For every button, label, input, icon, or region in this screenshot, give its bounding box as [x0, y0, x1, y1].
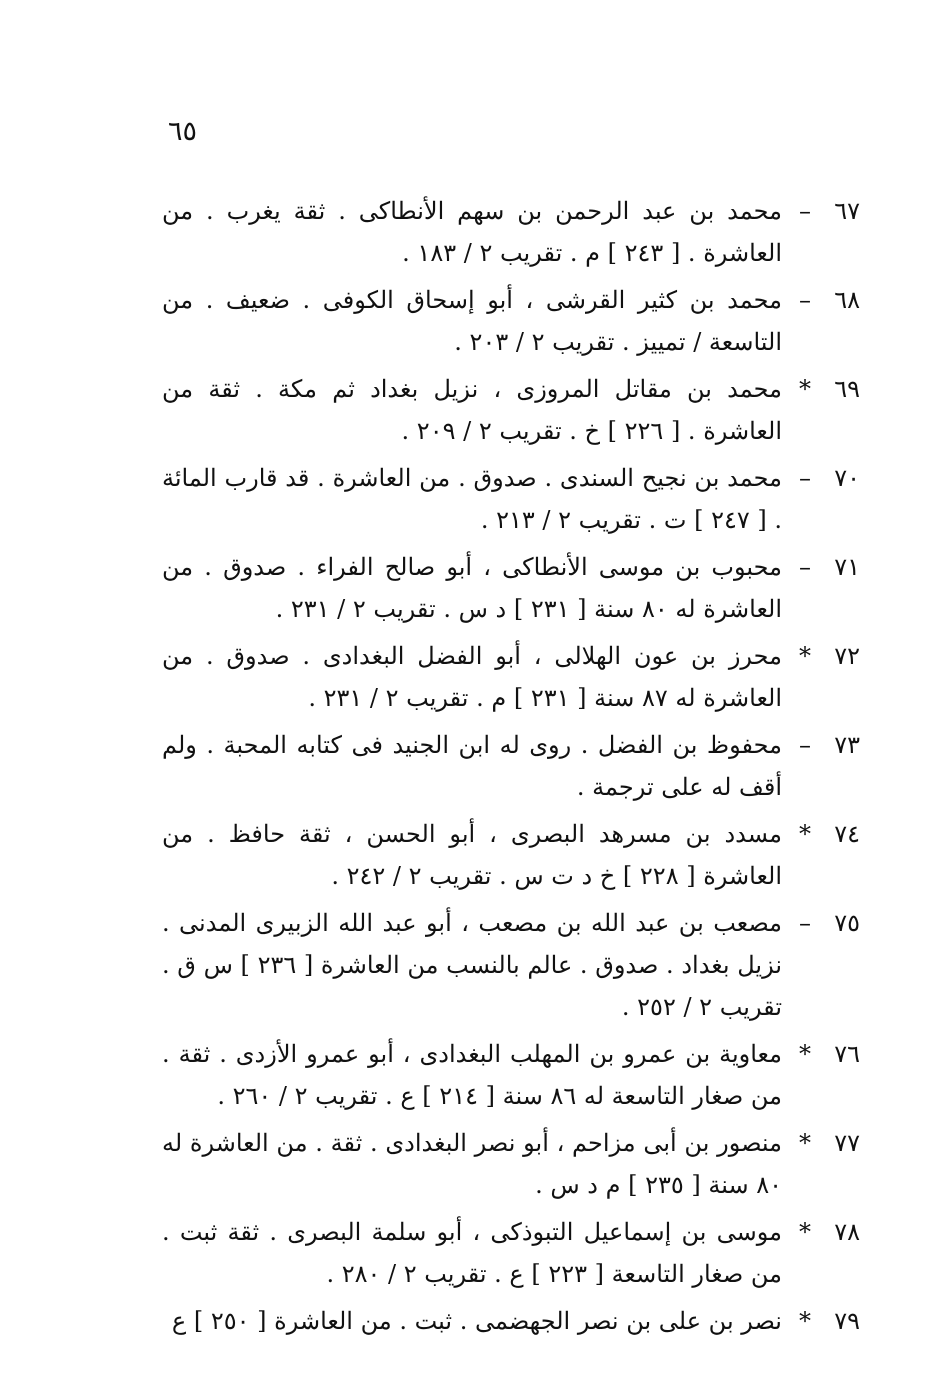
entry-marker: [782, 1300, 860, 1342]
list-item: [150, 724, 860, 808]
list-item: [150, 546, 860, 630]
entry-symbol: *: [799, 1040, 811, 1068]
entry-text: مسدد بن مسرهد البصرى ، أبو الحسن ، ثقة حافظ . من العاشرة [ ٢٢٨ ] خ د ت س . تقريب ٢ / ٢٤٢ .: [162, 820, 782, 890]
entry-marker: [782, 1033, 860, 1075]
entry-symbol: *: [799, 642, 811, 670]
entry-number: ٧٩: [834, 1307, 860, 1335]
entry-marker: [782, 1211, 860, 1253]
entry-marker: [782, 1122, 860, 1164]
entry-number: ٧٧: [834, 1129, 860, 1157]
entry-marker: [782, 190, 860, 232]
entry-text: محمد بن نجيح السندى . صدوق . من العاشرة . قد قارب المائة . [ ٢٤٧ ] ت . تقريب ٢ / ٢١٣ .: [162, 464, 782, 534]
entry-marker: [782, 279, 860, 321]
entry-marker: [782, 813, 860, 855]
list-item: [150, 1122, 860, 1206]
entry-number: ٧٢: [834, 642, 860, 670]
entry-symbol: –: [799, 197, 811, 225]
entry-text: محمد بن كثير القرشى ، أبو إسحاق الكوفى . ضعيف . من التاسعة / تمييز . تقريب ٢ / ٢٠٣ .: [162, 286, 782, 356]
entry-list: [150, 190, 860, 1347]
list-item: [150, 190, 860, 274]
entry-symbol: –: [799, 553, 811, 581]
list-item: [150, 902, 860, 1028]
entry-text: معاوية بن عمرو بن المهلب البغدادى ، أبو عمرو الأزدى . ثقة . من صغار التاسعة له ٨٦ سنة [ ٢١٤ ] ع . تقريب ٢ / ٢٦٠ .: [162, 1040, 782, 1110]
entry-text: موسى بن إسماعيل التبوذكى ، أبو سلمة البصرى . ثقة ثبت . من صغار التاسعة [ ٢٢٣ ] ع . تقريب ٢ / ٢٨٠ .: [162, 1218, 783, 1288]
entry-symbol: *: [799, 1218, 811, 1246]
entry-number: ٧٤: [834, 820, 860, 848]
entry-symbol: –: [799, 731, 811, 759]
page-number: ٦٥: [168, 116, 198, 147]
entry-text: محرز بن عون الهلالى ، أبو الفضل البغدادى . صدوق . من العاشرة له ٨٧ سنة [ ٢٣١ ] م . تقريب ٢ / ٢٣١ .: [162, 642, 782, 712]
list-item: [150, 1033, 860, 1117]
list-item: [150, 813, 860, 897]
list-item: [150, 457, 860, 541]
entry-marker: [782, 635, 860, 677]
list-item: [150, 1300, 860, 1342]
entry-text: مصعب بن عبد الله بن مصعب ، أبو عبد الله الزبيرى المدنى . نزيل بغداد . صدوق . عالم بالنسب من العاشرة [ ٢٣٦ ] س ق . تقريب ٢ / ٢٥٢ .: [162, 909, 782, 1021]
entry-text: منصور بن أبى مزاحم ، أبو نصر البغدادى . ثقة . من العاشرة له ٨٠ سنة [ ٢٣٥ ] م د س .: [162, 1129, 782, 1199]
entry-marker: [782, 457, 860, 499]
entry-number: ٦٩: [834, 375, 860, 403]
entry-number: ٦٧: [834, 197, 860, 225]
entry-number: ٧٦: [834, 1040, 860, 1068]
entry-marker: [782, 546, 860, 588]
entry-number: ٦٨: [834, 286, 860, 314]
list-item: [150, 279, 860, 363]
entry-number: ٧٥: [834, 909, 860, 937]
entry-symbol: –: [799, 464, 811, 492]
entry-text: محمد بن مقاتل المروزى ، نزيل بغداد ثم مكة . ثقة من العاشرة . [ ٢٢٦ ] خ . تقريب ٢ / ٢٠٩ .: [162, 375, 782, 445]
entry-symbol: *: [799, 1129, 811, 1157]
entry-text: محمد بن عبد الرحمن بن سهم الأنطاكى . ثقة يغرب . من العاشرة . [ ٢٤٣ ] م . تقريب ٢ / ١٨٣ .: [162, 197, 782, 267]
list-item: [150, 635, 860, 719]
entry-text: محبوب بن موسى الأنطاكى ، أبو صالح الفراء . صدوق . من العاشرة له ٨٠ سنة [ ٢٣١ ] د س . تقريب ٢ / ٢٣١ .: [162, 553, 782, 623]
entry-symbol: *: [799, 1307, 811, 1335]
entry-symbol: –: [799, 286, 811, 314]
entry-number: ٧٠: [834, 464, 860, 492]
list-item: [150, 368, 860, 452]
entry-marker: [782, 368, 860, 410]
entry-number: ٧١: [834, 553, 860, 581]
entry-text: نصر بن على بن نصر الجهضمى . ثبت . من العاشرة [ ٢٥٠ ] ع: [171, 1307, 782, 1335]
entry-text: محفوظ بن الفضل . روى له ابن الجنيد فى كتابه المحبة . ولم أقف له على ترجمة .: [162, 731, 782, 801]
entry-symbol: –: [799, 909, 811, 937]
entry-number: ٧٣: [834, 731, 860, 759]
entry-marker: [782, 724, 860, 766]
list-item: [150, 1211, 860, 1295]
entry-symbol: *: [799, 820, 811, 848]
entry-symbol: *: [799, 375, 811, 403]
entry-marker: [782, 902, 860, 944]
entry-number: ٧٨: [834, 1218, 860, 1246]
